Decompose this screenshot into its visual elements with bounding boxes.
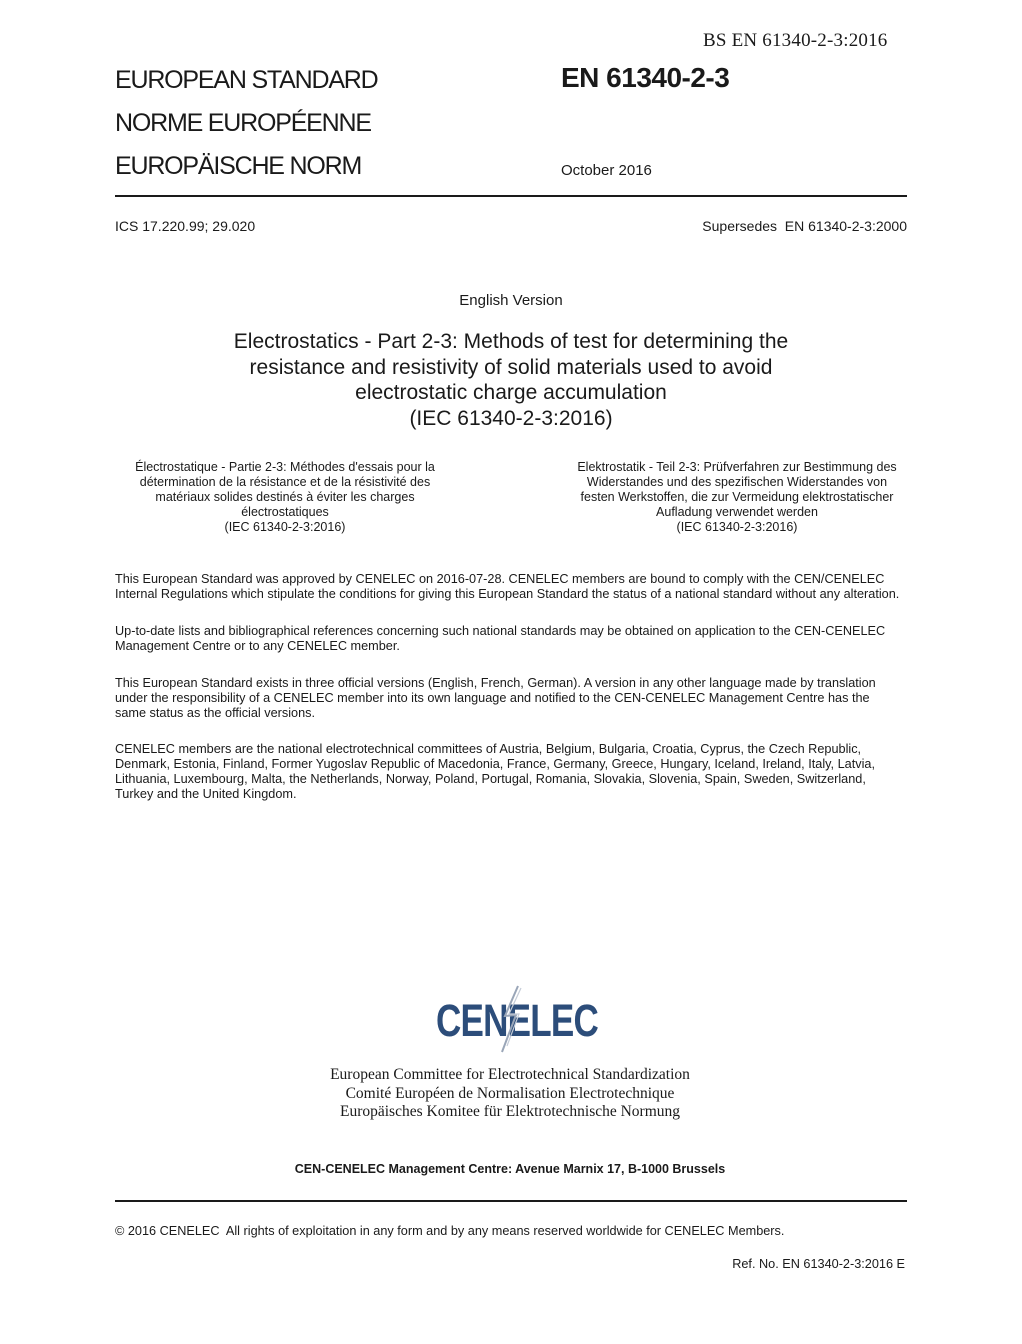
- french-title-line: Électrostatique - Partie 2-3: Méthodes d'essais pour la: [135, 460, 435, 474]
- standard-title-french: NORME EUROPÉENNE: [115, 109, 371, 137]
- german-title-line: festen Werkstoffen, die zur Vermeidung elektrostatischer: [580, 490, 894, 504]
- copyright-notice: © 2016 CENELEC All rights of exploitation in any form and by any means reserved worldwide for CENELEC Members.: [115, 1224, 785, 1238]
- version-label: English Version: [459, 292, 563, 309]
- main-title-line: resistance and resistivity of solid materials used to avoid: [249, 355, 773, 379]
- german-title-line: Aufladung verwendet werden: [656, 505, 818, 519]
- paragraph-line: Lithuania, Luxembourg, Malta, the Netherlands, Norway, Poland, Portugal, Romania, Slovakia, Slovenia, Spain, Sweden, Switzerland,: [115, 772, 866, 786]
- bottom-rule: [115, 1200, 907, 1202]
- paragraph-line: Denmark, Estonia, Finland, Former Yugoslav Republic of Macedonia, France, Germany, Greece, Hungary, Iceland, Ireland, Italy, Latvia,: [115, 757, 875, 771]
- ics-code: ICS 17.220.99; 29.020: [115, 218, 256, 234]
- approval-paragraph: [115, 572, 910, 602]
- paragraph-line: Turkey and the United Kingdom.: [115, 787, 297, 801]
- committee-name-line: European Committee for Electrotechnical Standardization: [330, 1066, 690, 1083]
- paragraph-line: This European Standard exists in three official versions (English, French, German). A version in any other language made by translation: [115, 676, 876, 690]
- committee-name-line: Comité Européen de Normalisation Electrotechnique: [345, 1084, 675, 1102]
- french-title: [115, 460, 455, 535]
- paragraph-line: Internal Regulations which stipulate the conditions for giving this European Standard the status of a national standard without any alteration.: [115, 587, 900, 601]
- top-rule: [115, 195, 907, 197]
- cenelec-logo: [436, 984, 606, 1059]
- cenelec-logo-text: CENELEC: [436, 995, 599, 1046]
- french-title-line: électrostatiques: [241, 505, 329, 519]
- german-title: [567, 460, 907, 535]
- paragraph-line: This European Standard was approved by CENELEC on 2016-07-28. CENELEC members are bound to comply with the CEN/CENELEC: [115, 572, 885, 586]
- french-title-line: (IEC 61340-2-3:2016): [224, 520, 346, 534]
- management-centre-address: CEN-CENELEC Management Centre: Avenue Marnix 17, B-1000 Brussels: [294, 1162, 726, 1176]
- paragraph-line: CENELEC members are the national electrotechnical committees of Austria, Belgium, Bulgaria, Croatia, Cyprus, the Czech Republic,: [115, 742, 862, 756]
- main-title-line: electrostatic charge accumulation: [355, 381, 667, 404]
- paragraph-line: Up-to-date lists and bibliographical references concerning such national standards may be obtained on application to the CEN-CENELEC: [115, 624, 886, 638]
- en-number: EN 61340-2-3: [561, 62, 730, 93]
- german-title-line: (IEC 61340-2-3:2016): [676, 520, 798, 534]
- paragraph-line: same status as the official versions.: [115, 706, 316, 720]
- reference-number: Ref. No. EN 61340-2-3:2016 E: [732, 1257, 905, 1271]
- french-title-line: matériaux solides destinés à éviter les charges: [155, 490, 415, 504]
- german-title-line: Widerstandes und des spezifischen Widerstandes von: [586, 475, 888, 489]
- standard-title-english: EUROPEAN STANDARD: [115, 66, 378, 94]
- versions-paragraph: [115, 676, 910, 721]
- main-title-line: (IEC 61340-2-3:2016): [409, 406, 613, 430]
- main-title: [115, 329, 907, 431]
- german-title-line: Elektrostatik - Teil 2-3: Prüfverfahren zur Bestimmung des: [577, 460, 897, 474]
- cenelec-logo-graphic: [436, 984, 606, 1054]
- members-paragraph: [115, 742, 910, 802]
- main-title-line: Electrostatics - Part 2-3: Methods of test for determining the: [233, 330, 789, 353]
- paragraph-line: under the responsibility of a CENELEC member into its own language and notified to the CEN-CENELEC Management Centre has the: [115, 691, 870, 705]
- committee-names: [0, 1066, 1020, 1122]
- standard-title-german: EUROPÄISCHE NORM: [115, 152, 362, 180]
- publication-date: October 2016: [561, 162, 652, 179]
- committee-name-line: Europäisches Komitee für Elektrotechnische Normung: [339, 1103, 681, 1120]
- paragraph-line: Management Centre or to any CENELEC member.: [115, 639, 400, 653]
- supersedes-note: Supersedes EN 61340-2-3:2000: [702, 218, 907, 234]
- bs-number: BS EN 61340-2-3:2016: [703, 30, 888, 51]
- references-paragraph: [115, 624, 910, 654]
- french-title-line: détermination de la résistance et de la résistivité des: [139, 475, 431, 489]
